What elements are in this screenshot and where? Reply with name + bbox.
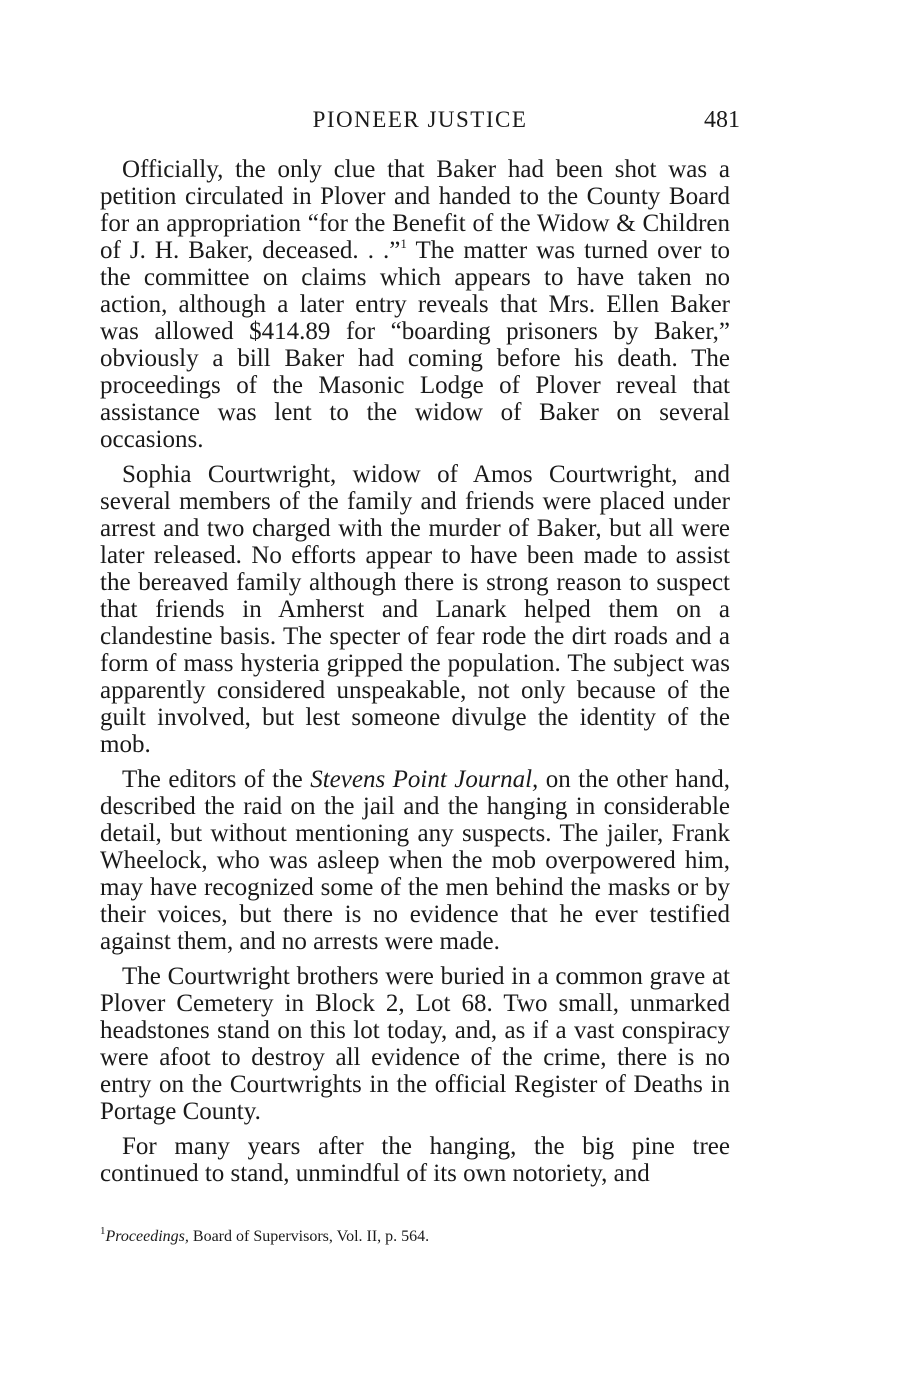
paragraph-1-continuation: The matter was turned over to the committee on claims which appears to have taken no action, although a later entry reveals that Mrs. Ellen Baker was allowed $414.89 for “boarding prisoners by Baker,” obviously a bill Baker had coming before his death. The proceedings of the Masonic Lodge of Plover reveal that assistance was lent to the widow of Baker on several occasions. (100, 237, 730, 453)
paragraph-3-text: on the other hand, described the raid on the jail and the hanging in considerable detail, but without mentioning any suspects. The jailer, Frank Wheelock, who was asleep when the mob overpowered him, may have recognized some of the men behind the masks or by their voices, but there is no evidence that he ever testified against them, and no arrests were made. (100, 766, 730, 955)
page-number: 481 (704, 107, 740, 133)
body-text (100, 156, 730, 1187)
footnote-text: Board of Supervisors, Vol. II, p. 564. (188, 1228, 430, 1245)
paragraph-2: Sophia Courtwright, widow of Amos Courtwright, and several members of the family and friends were placed under arrest and two charged with the murder of Baker, but all were later released. No efforts appear to have been made to assist the bereaved family although there is strong reason to suspect that friends in Amherst and Lanark helped them on a clandestine basis. The specter of fear rode the dirt roads and a form of mass hysteria gripped the population. The subject was apparently considered unspeakable, not only because of the guilt involved, but lest someone divulge the identity of the mob. (100, 461, 730, 758)
paragraph-5: For many years after the hanging, the big pine tree continued to stand, unmindful of its own notoriety, and (100, 1133, 730, 1187)
newspaper-title: Stevens Point Journal, (310, 766, 539, 793)
paragraph-1-text: Officially, the only clue that Baker had been shot was a petition circulated in Plover and handed to the County Board for an appropriation “for the Benefit of the Widow & Children of J. H. Baker, deceased. . .” (100, 156, 730, 264)
paragraph-3-lead: The editors of the (122, 766, 311, 793)
running-head: PIONEER JUSTICE (312, 107, 528, 132)
paragraph-1 (100, 156, 730, 453)
footnote-source-title: Proceedings, (105, 1228, 189, 1245)
paragraph-3 (100, 766, 730, 955)
footnote-reference: 1 (400, 236, 407, 251)
paragraph-4: The Courtwright brothers were buried in a common grave at Plover Cemetery in Block 2, Lot 68. Two small, unmarked headstones stand on this lot today, and, as if a vast conspiracy were afoot to destroy all evidence of the crime, there is no entry on the Courtwrights in the official Register of Deaths in Portage County. (100, 963, 730, 1125)
footnote (100, 1226, 730, 1248)
page-header (100, 104, 740, 136)
footnote-marker: 1 (100, 1225, 106, 1237)
